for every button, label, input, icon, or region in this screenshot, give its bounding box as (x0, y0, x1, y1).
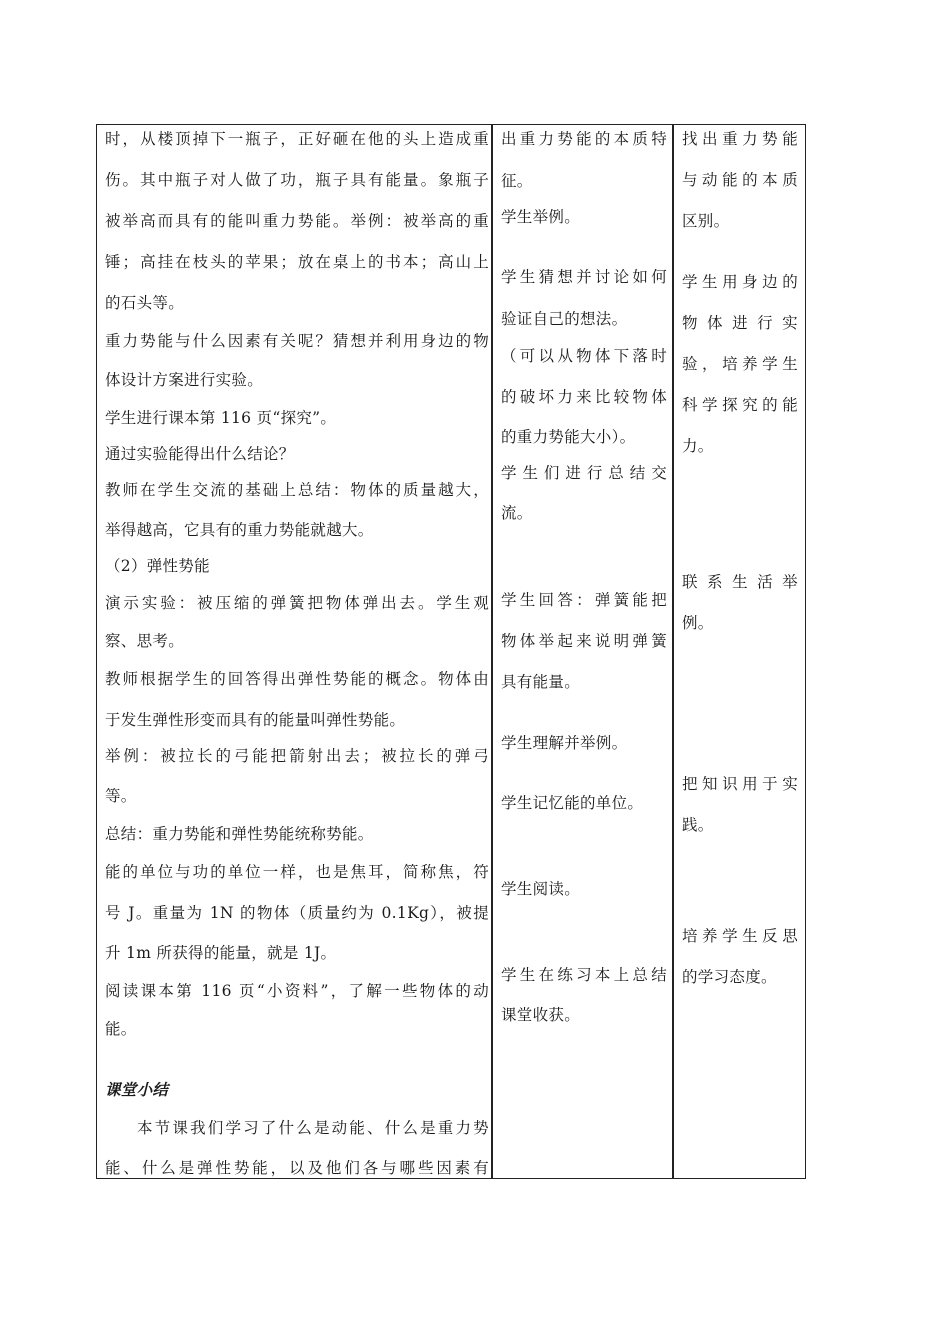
text-line: 学生们进行总结交 (501, 464, 667, 482)
text-line: 升 1m 所获得的能量，就是 1J。 (105, 944, 337, 962)
text-line: 等。 (105, 787, 137, 805)
text-line: 流。 (501, 504, 533, 522)
text-line: 例。 (682, 614, 714, 632)
text-line: 力。 (682, 437, 714, 455)
text-line: 能、什么是弹性势能，以及他们各与哪些因素有 (105, 1159, 489, 1177)
text-line: 阅读课本第 116 页“小资料”，了解一些物体的动 (105, 982, 489, 1000)
text-line: 通过实验能得出什么结论？ (105, 445, 295, 463)
text-line: 联系生活举 (682, 573, 798, 591)
text-line: 学生阅读。 (501, 880, 581, 898)
text-line: 伤。其中瓶子对人做了功，瓶子具有能量。象瓶子 (105, 171, 489, 189)
text-line: 区别。 (682, 212, 730, 230)
text-line: 学生理解并举例。 (501, 734, 628, 752)
text-line: 演示实验：被压缩的弹簧把物体弹出去。学生观 (105, 594, 489, 612)
column-divider-1 (491, 125, 493, 1178)
text-line: 时，从楼顶掉下一瓶子，正好砸在他的头上造成重 (105, 130, 489, 148)
text-line: 体设计方案进行实验。 (105, 371, 264, 389)
text-line: 于发生弹性形变而具有的能量叫弹性势能。 (105, 711, 406, 729)
text-line: 学生举例。 (501, 208, 581, 226)
text-line: 重力势能与什么因素有关呢？猜想并利用身边的物 (105, 332, 489, 350)
text-line: 具有能量。 (501, 673, 581, 691)
text-line: 学生记忆能的单位。 (501, 794, 644, 812)
text-line: 能的单位与功的单位一样，也是焦耳，简称焦，符 (105, 863, 489, 881)
text-line: 本节课我们学习了什么是动能、什么是重力势 (137, 1119, 489, 1137)
text-line: 的学习态度。 (682, 968, 777, 986)
text-line: 号 J。重量为 1N 的物体（质量约为 0.1Kg），被提 (105, 904, 489, 922)
text-line: 锤；高挂在枝头的苹果；放在桌上的书本；高山上 (105, 253, 489, 271)
text-line: 举得越高，它具有的重力势能就越大。 (105, 521, 374, 539)
text-line: 验证自己的想法。 (501, 310, 628, 328)
text-line: 培养学生反思 (682, 927, 798, 945)
text-line: 学生在练习本上总结 (501, 966, 667, 984)
text-line: 的石头等。 (105, 294, 185, 312)
column-divider-2 (672, 125, 674, 1178)
text-line: 践。 (682, 816, 714, 834)
text-line: 科学探究的能 (682, 396, 798, 414)
text-line: 的重力势能大小）。 (501, 428, 636, 446)
text-line: 的破坏力来比较物体 (501, 388, 667, 406)
text-line: （可以从物体下落时 (501, 347, 667, 365)
text-line: 与动能的本质 (682, 171, 798, 189)
text-line: 学生进行课本第 116 页“探究”。 (105, 409, 337, 427)
text-line: 学生猜想并讨论如何 (501, 268, 667, 286)
summary-heading: 课堂小结 (105, 1081, 169, 1099)
text-line: 出重力势能的本质特 (501, 130, 667, 148)
text-line: 找出重力势能 (682, 130, 798, 148)
lesson-table (96, 124, 806, 1179)
text-line: 察、思考。 (105, 632, 185, 650)
text-line: 总结：重力势能和弹性势能统称势能。 (105, 825, 374, 843)
text-line: 征。 (501, 172, 533, 190)
text-line: 教师在学生交流的基础上总结：物体的质量越大， (105, 481, 489, 499)
text-line: 物体进行实 (682, 314, 798, 332)
text-line: 教师根据学生的回答得出弹性势能的概念。物体由 (105, 670, 489, 688)
text-line: 学生回答：弹簧能把 (501, 591, 667, 609)
text-line: 把知识用于实 (682, 775, 798, 793)
text-line: 课堂收获。 (501, 1006, 581, 1024)
section-heading: （2）弹性势能 (105, 557, 210, 575)
text-line: 能。 (105, 1020, 137, 1038)
text-line: 举例：被拉长的弓能把箭射出去；被拉长的弹弓 (105, 747, 489, 765)
text-line: 被举高而具有的能叫重力势能。举例：被举高的重 (105, 212, 489, 230)
text-line: 学生用身边的 (682, 273, 798, 291)
text-line: 物体举起来说明弹簧 (501, 632, 667, 650)
text-line: 验，培养学生 (682, 355, 798, 373)
